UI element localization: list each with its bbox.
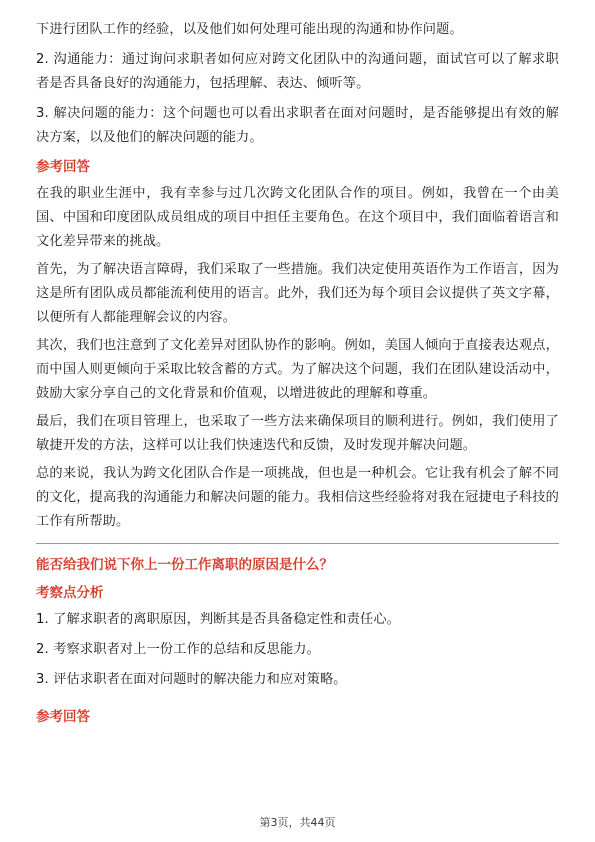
answer-paragraph-summary: 总的来说，我认为跨文化团队合作是一项挑战，但也是一种机会。它让我有机会了解不同的文化，提高我的沟通能力和解决问题的能力。我相信这些经验将对我在冠捷电子科技的工作有所帮助。 [36, 466, 559, 529]
interview-question: 能否给我们说下你上一份工作离职的原因是什么？ [36, 557, 333, 573]
analysis-list [36, 608, 559, 692]
criteria-item-communication: 2. 沟通能力：通过询问求职者如何应对跨文化团队中的沟通问题，面试官可以了解求职者是否具备良好的沟通能力，包括理解、表达、倾听等。 [36, 52, 559, 91]
answer-paragraph-language: 首先，为了解决语言障碍，我们采取了一些措施。我们决定使用英语作为工作语言，因为这是所有团队成员都能流利使用的语言。此外，我们还为每个项目会议提供了英文字幕，以便所有人都能理解会议的内容。 [36, 262, 559, 325]
answer-paragraph-management: 最后，我们在项目管理上，也采取了一些方法来确保项目的顺利进行。例如，我们使用了敏捷开发的方法，这样可以让我们快速迭代和反馈，及时发现并解决问题。 [36, 414, 559, 453]
document-page [36, 18, 559, 732]
analysis-heading: 考察点分析 [36, 585, 104, 601]
reference-answer-body [36, 182, 559, 534]
continued-paragraph: 下进行团队工作的经验，以及他们如何处理可能出现的沟通和协作问题。 [36, 22, 463, 37]
page-number-footer: 第3页，共44页 [259, 816, 336, 829]
reference-answer-heading: 参考回答 [36, 159, 90, 175]
answer-paragraph-culture: 其次，我们也注意到了文化差异对团队协作的影响。例如，美国人倾向于直接表达观点，而中国人则更倾向于采取比较含蓄的方式。为了解决这个问题，我们在团队建设活动中，鼓励大家分享自己的文化背景和价值观，以增进彼此的理解和尊重。 [36, 338, 559, 401]
reference-answer-heading-2: 参考回答 [36, 709, 90, 725]
criteria-list [36, 48, 559, 150]
section-divider [36, 543, 559, 544]
analysis-item-reason: 1. 了解求职者的离职原因，判断其是否具备稳定性和责任心。 [36, 612, 400, 627]
analysis-item-reflection: 2. 考察求职者对上一份工作的总结和反思能力。 [36, 642, 320, 657]
analysis-item-strategy: 3. 评估求职者在面对问题时的解决能力和应对策略。 [36, 672, 347, 687]
criteria-item-problem-solving: 3. 解决问题的能力：这个问题也可以看出求职者在面对问题时，是否能够提出有效的解决方案，以及他们的解决问题的能力。 [36, 106, 559, 145]
answer-paragraph-intro: 在我的职业生涯中，我有幸参与过几次跨文化团队合作的项目。例如，我曾在一个由美国、中国和印度团队成员组成的项目中担任主要角色。在这个项目中，我们面临着语言和文化差异带来的挑战。 [36, 186, 559, 249]
